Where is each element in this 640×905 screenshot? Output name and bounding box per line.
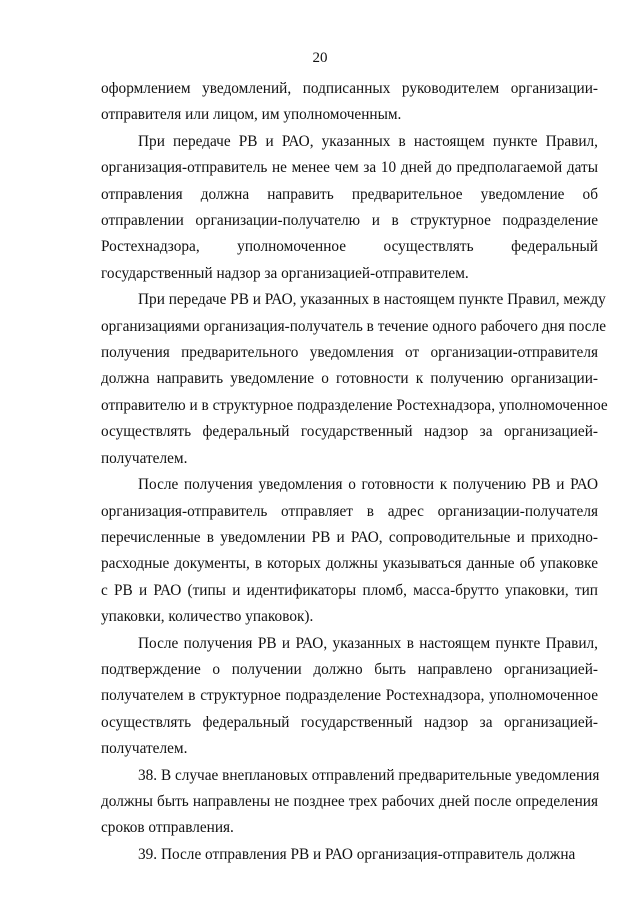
text-line: с РВ и РАО (типы и идентификаторы пломб, масса-брутто упаковки, тип <box>101 581 598 599</box>
text-line: осуществлять федеральный государственный надзор за организацией- <box>101 713 598 731</box>
text-line: Ростехнадзора, уполномоченное осуществлять федеральный <box>101 238 598 256</box>
text-line: государственный надзор за организацией-отправителем. <box>101 264 469 282</box>
paragraph <box>101 763 598 842</box>
paragraph <box>101 287 608 472</box>
paragraph <box>101 631 598 763</box>
text-line: отправлении организации-получателю и в структурное подразделение <box>101 212 598 230</box>
page-number: 20 <box>312 50 328 66</box>
text-line: получения предварительного уведомления от организации-отправителя <box>101 344 598 362</box>
text-line: перечисленные в уведомлении РВ и РАО, сопроводительные и приходно- <box>101 528 598 546</box>
paragraph <box>101 76 598 129</box>
text-line: получателем. <box>101 740 188 758</box>
text-line: должны быть направлены не позднее трех рабочих дней после определения <box>101 792 598 810</box>
text-line: получателем. <box>101 449 188 467</box>
text-line: При передаче РВ и РАО, указанных в настоящем пункте Правил, <box>138 132 598 150</box>
text-line: отправления должна направить предварительное уведомление об <box>101 185 598 203</box>
text-line: 39. После отправления РВ и РАО организация-отправитель должна <box>138 845 576 863</box>
text-line: оформлением уведомлений, подписанных руководителем организации- <box>101 80 598 97</box>
text-line: организациями организация-получатель в течение одного рабочего дня после <box>101 317 607 335</box>
text-line: 38. В случае внеплановых отправлений предварительные уведомления <box>138 766 600 784</box>
text-line: должна направить уведомление о готовности к получению организации- <box>101 370 598 388</box>
text-line: организация-отправитель не менее чем за 10 дней до предполагаемой даты <box>101 159 598 177</box>
text-line: После получения РВ и РАО, указанных в настоящем пункте Правил, <box>138 634 598 652</box>
document-body <box>101 76 608 868</box>
text-line: отправителя или лицом, им уполномоченным. <box>101 106 402 124</box>
text-line: расходные документы, в которых должны указываться данные об упаковке <box>101 555 598 573</box>
paragraph <box>101 842 598 868</box>
text-line: отправителю и в структурное подразделение Ростехнадзора, уполномоченное <box>101 396 608 414</box>
text-line: организация-отправитель отправляет в адрес организации-получателя <box>101 502 598 520</box>
text-line: После получения уведомления о готовности к получению РВ и РАО <box>138 476 598 494</box>
text-line: упаковки, количество упаковок). <box>101 608 314 626</box>
paragraph <box>101 472 598 630</box>
paragraph <box>101 129 598 287</box>
text-line: получателем в структурное подразделение Ростехнадзора, уполномоченное <box>101 687 598 705</box>
text-line: сроков отправления. <box>101 819 234 837</box>
text-line: При передаче РВ и РАО, указанных в настоящем пункте Правил, между <box>138 291 606 309</box>
text-line: осуществлять федеральный государственный надзор за организацией- <box>101 423 598 441</box>
text-line: подтверждение о получении должно быть направлено организацией- <box>101 660 598 678</box>
